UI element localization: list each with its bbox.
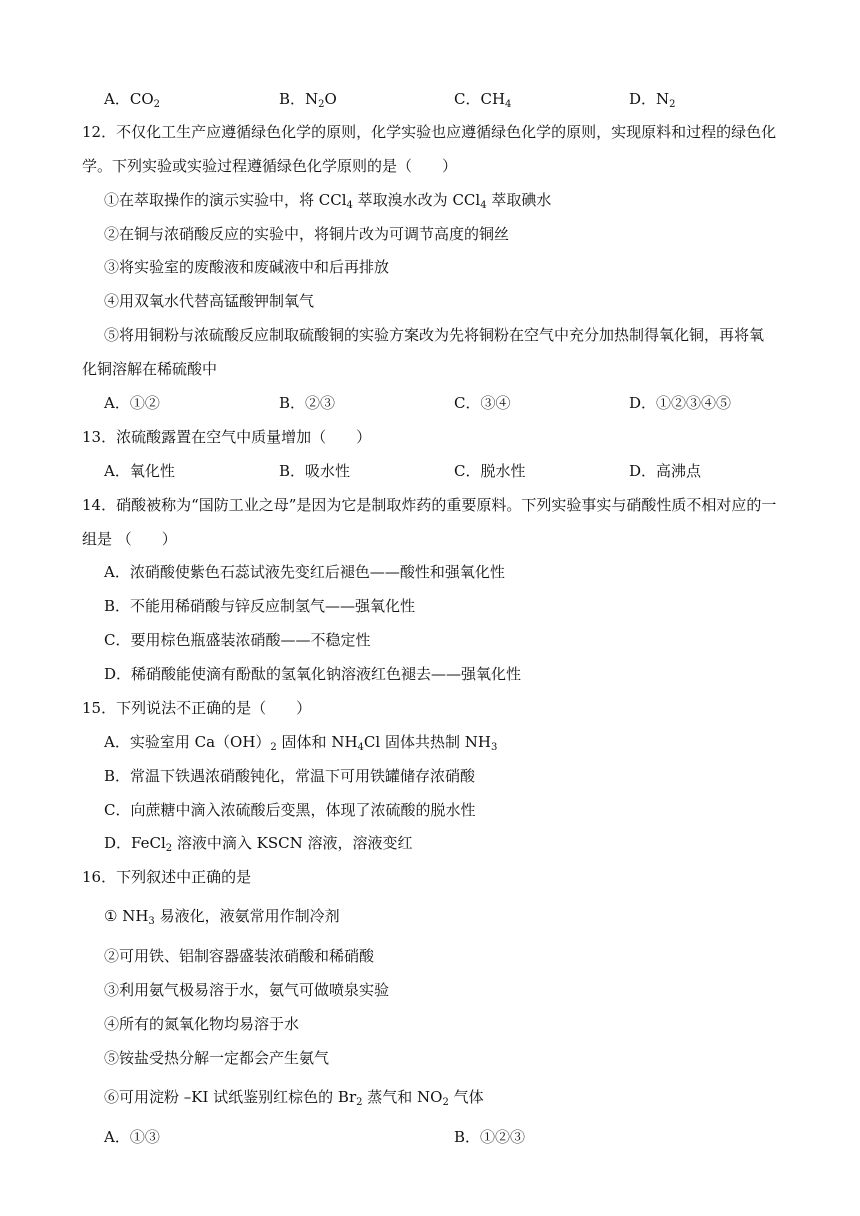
q12-item-5-line1: ⑤将用铜粉与浓硫酸反应制取硫酸铜的实验方案改为先将铜粉在空气中充分加热制得氧化铜，再将氧 [104, 326, 765, 344]
q12-item-2: ②在铜与浓硝酸反应的实验中，将铜片改为可调节高度的铜丝 [104, 225, 510, 243]
q16-item-4: ④所有的氮氧化物均易溶于水 [104, 1015, 300, 1033]
q15-option-a: A．实验室用 $Ca(OH)_2$ 固体和 $NH_4Cl$ 固体共热制 $NH_3$ [104, 733, 498, 753]
q14-option-d: D．稀硝酸能使滴有酚酞的氢氧化钠溶液红色褪去——强氧化性 [104, 665, 522, 683]
q16-item-2: ②可用铁、铝制容器盛装浓硝酸和稀硝酸 [104, 947, 375, 965]
q16-option-b: B．①②③ [454, 1128, 526, 1146]
q14-option-b: B．不能用稀硝酸与锌反应制氢气——强氧化性 [104, 597, 416, 615]
q12-item-4: ④用双氧水代替高锰酸钾制氧气 [104, 292, 315, 310]
q13-option-b: B．吸水性 [279, 462, 351, 480]
q11-option-b: B．$N_2O$ [279, 90, 337, 110]
q12-option-b: B．②③ [279, 394, 336, 412]
q12-option-a: A．①② [104, 394, 160, 412]
q12-option-d: D．①②③④⑤ [629, 394, 732, 412]
q12-item-3: ③将实验室的废酸液和废碱液中和后再排放 [104, 258, 390, 276]
q16-item-1: ① $NH_3$ 易液化，液氨常用作制冷剂 [104, 907, 340, 927]
q11-option-a: A．$CO_2$ [104, 90, 160, 110]
q12-stem-line1: 12．不仅化工生产应遵循绿色化学的原则，化学实验也应遵循绿色化学的原则，实现原料和过程的绿色化 [82, 123, 777, 141]
q11-option-c: C．$CH_4$ [454, 90, 512, 110]
q16-item-6: ⑥可用淀粉 –KI 试纸鉴别红棕色的 $Br_2$ 蒸气和 $NO_2$ 气体 [104, 1088, 484, 1108]
q14-stem-line1: 14．硝酸被称为“国防工业之母”是因为它是制取炸药的重要原料。下列实验事实与硝酸性质不相对应的一 [82, 496, 777, 514]
q15-option-b: B．常温下铁遇浓硝酸钝化，常温下可用铁罐储存浓硝酸 [104, 767, 476, 785]
q13-option-c: C．脱水性 [454, 462, 526, 480]
q14-option-a: A．浓硝酸使紫色石蕊试液先变红后褪色——酸性和强氧化性 [104, 563, 505, 581]
q12-stem-line2: 学。下列实验或实验过程遵循绿色化学原则的是（ ） [82, 157, 458, 175]
q14-option-c: C．要用棕色瓶盛装浓硝酸——不稳定性 [104, 631, 371, 649]
q11-option-d: D．$N_2$ [629, 90, 676, 110]
q12-item-1: ①在萃取操作的演示实验中，将 CCl$_4$ 萃取溴水改为 CCl$_4$ 萃取碘水 [104, 191, 552, 211]
q15-stem: 15．下列说法不正确的是（ ） [82, 699, 312, 717]
q16-stem: 16．下列叙述中正确的是 [82, 868, 252, 886]
q16-item-5: ⑤铵盐受热分解一定都会产生氨气 [104, 1049, 330, 1067]
q15-option-d: D．FeCl$_2$ 溶液中滴入 KSCN 溶液，溶液变红 [104, 834, 413, 854]
q13-stem: 13．浓硫酸露置在空气中质量增加（ ） [82, 428, 372, 446]
q16-option-a: A．①③ [104, 1128, 160, 1146]
q14-stem-line2: 组是 （ ） [82, 530, 177, 548]
q15-option-c: C．向蔗糖中滴入浓硫酸后变黑，体现了浓硫酸的脱水性 [104, 801, 476, 819]
q12-item-5-line2: 化铜溶解在稀硫酸中 [82, 360, 218, 378]
q13-option-a: A．氧化性 [104, 462, 175, 480]
q12-option-c: C．③④ [454, 394, 511, 412]
q16-item-3: ③利用氨气极易溶于水，氨气可做喷泉实验 [104, 981, 390, 999]
q13-option-d: D．高沸点 [629, 462, 702, 480]
